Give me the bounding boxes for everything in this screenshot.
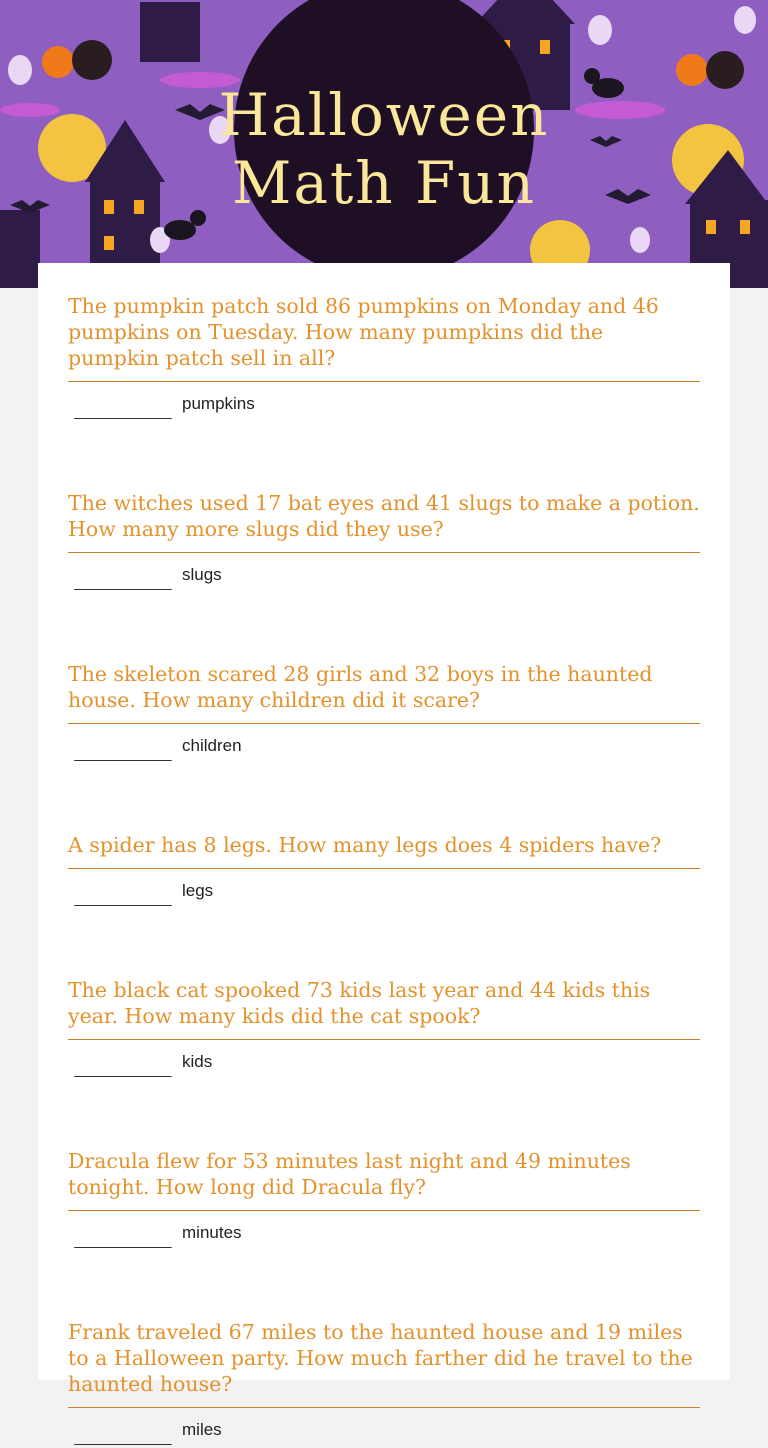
answer-row (68, 382, 700, 422)
question-text: The witches used 17 bat eyes and 41 slugs to make a potion. How many more slugs did they use? (68, 490, 700, 553)
question-text: The skeleton scared 28 girls and 32 boys in the haunted house. How many children did it scare? (68, 661, 700, 724)
answer-row (68, 1040, 700, 1080)
answer-input[interactable] (74, 392, 172, 419)
answer-input[interactable] (74, 734, 172, 761)
answer-unit: pumpkins (182, 394, 255, 413)
answer-row (68, 869, 700, 909)
answer-row (68, 724, 700, 764)
answer-underline (74, 905, 172, 906)
question-7 (68, 1319, 700, 1448)
page-title-line-2: Math Fun (231, 149, 537, 217)
answer-row (68, 1408, 700, 1448)
answer-input[interactable] (74, 1221, 172, 1248)
answer-unit: slugs (182, 565, 222, 584)
question-text: The black cat spooked 73 kids last year and 44 kids this year. How many kids did the cat spook? (68, 977, 700, 1040)
question-text: Frank traveled 67 miles to the haunted house and 19 miles to a Halloween party. How much farther did he travel to the haunted house? (68, 1319, 700, 1408)
answer-row (68, 553, 700, 593)
page-title-line-1: Halloween (218, 81, 550, 149)
question-text: Dracula flew for 53 minutes last night and 49 minutes tonight. How long did Dracula fly? (68, 1148, 700, 1211)
question-5 (68, 977, 700, 1080)
answer-underline (74, 589, 172, 590)
question-4 (68, 832, 700, 909)
question-2 (68, 490, 700, 593)
answer-underline (74, 418, 172, 419)
answer-input[interactable] (74, 563, 172, 590)
answer-underline (74, 1444, 172, 1445)
answer-row (68, 1211, 700, 1251)
answer-input[interactable] (74, 1050, 172, 1077)
answer-input[interactable] (74, 879, 172, 906)
answer-unit: legs (182, 881, 214, 900)
answer-underline (74, 1076, 172, 1077)
question-1 (68, 293, 700, 422)
question-3 (68, 661, 700, 764)
header-banner (0, 0, 768, 288)
answer-unit: children (182, 736, 242, 755)
question-text: A spider has 8 legs. How many legs does 4 spiders have? (68, 832, 700, 869)
question-6 (68, 1148, 700, 1251)
worksheet (38, 263, 730, 1439)
answer-unit: minutes (182, 1223, 242, 1242)
answer-input[interactable] (74, 1418, 172, 1445)
answer-underline (74, 760, 172, 761)
answer-unit: miles (182, 1420, 222, 1439)
answer-unit: kids (182, 1052, 213, 1071)
answer-underline (74, 1247, 172, 1248)
question-text: The pumpkin patch sold 86 pumpkins on Monday and 46 pumpkins on Tuesday. How many pumpkins did the pumpkin patch sell in all? (68, 293, 700, 382)
